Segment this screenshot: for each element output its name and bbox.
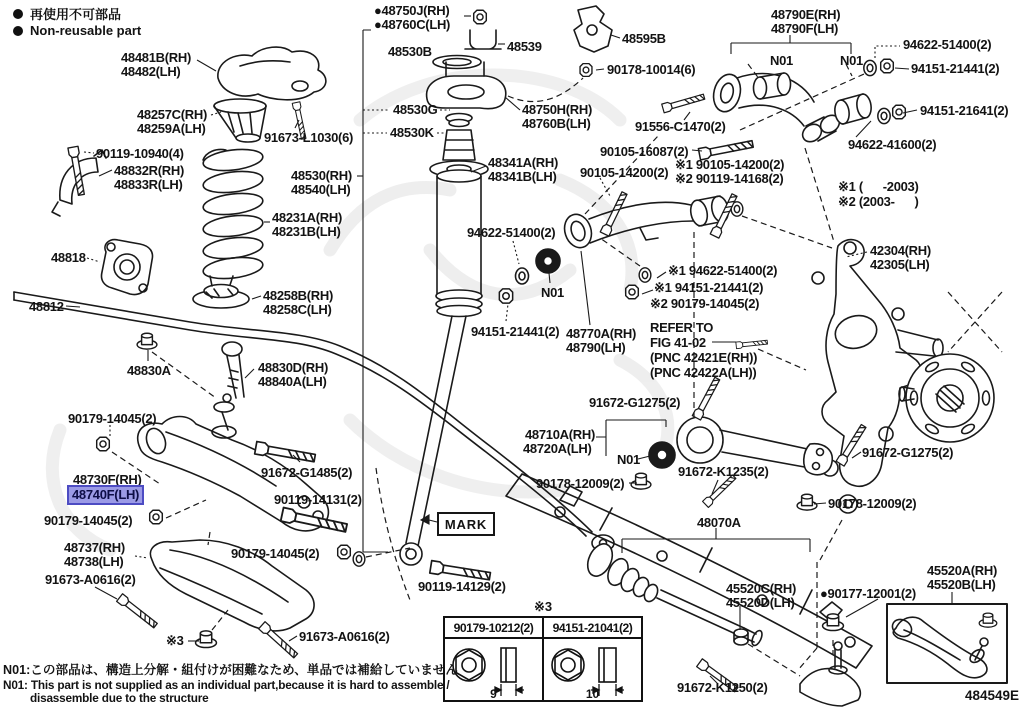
part-label-48830d-rh[interactable]: 48830D(RH) xyxy=(258,360,328,375)
part-label-48730f-rh[interactable]: 48730F(RH) xyxy=(73,472,142,487)
spring-seat-drawing xyxy=(193,276,249,308)
part-label-48790f-lh[interactable]: 48790F(LH) xyxy=(771,21,839,36)
part-label-90179-14045-2[interactable]: 90179-14045(2) xyxy=(44,513,133,528)
part-label-90178-12009-2[interactable]: 90178-12009(2) xyxy=(536,476,625,491)
part-label-48833r-lh[interactable]: 48833R(LH) xyxy=(114,177,183,192)
nut-table-ref: ※3 xyxy=(533,599,553,614)
part-label-pnc-42422a-lh[interactable]: (PNC 42422A(LH)) xyxy=(650,365,757,380)
part-label-48482-lh[interactable]: 48482(LH) xyxy=(121,64,181,79)
part-label-1-90105-14200-2[interactable]: ※1 90105-14200(2) xyxy=(675,157,785,172)
part-label-48595b[interactable]: 48595B xyxy=(622,31,666,46)
nut-table-part-1: 90179-10212(2) xyxy=(445,618,542,639)
part-label-90179-14045-2[interactable]: 90179-14045(2) xyxy=(231,546,320,561)
part-label-94151-21441-2[interactable]: 94151-21441(2) xyxy=(471,324,560,339)
part-label-1-2003[interactable]: ※1 ( -2003) xyxy=(838,179,919,194)
part-label-pnc-42421e-rh[interactable]: (PNC 42421E(RH)) xyxy=(650,350,758,365)
note-en-1: N01: This part is not supplied as an individual part,because it is hard to assemble / xyxy=(3,678,450,692)
part-label-94151-21641-2[interactable]: 94151-21641(2) xyxy=(920,103,1009,118)
part-label-48259a-lh[interactable]: 48259A(LH) xyxy=(137,121,206,136)
part-label-48530k[interactable]: 48530K xyxy=(390,125,434,140)
part-label-48738-lh[interactable]: 48738(LH) xyxy=(64,554,124,569)
part-label-1-94151-21441-2[interactable]: ※1 94151-21441(2) xyxy=(654,280,764,295)
legend-text-en: Non-reusable part xyxy=(30,23,142,38)
part-label-90177-12001-2[interactable]: ●90177-12001(2) xyxy=(820,586,916,601)
part-label-fig-41-02[interactable]: FIG 41-02 xyxy=(650,335,706,350)
part-label-42305-lh[interactable]: 42305(LH) xyxy=(870,257,930,272)
part-label-91672-k1235-2[interactable]: 91672-K1235(2) xyxy=(678,464,769,479)
part-label-48720a-lh[interactable]: 48720A(LH) xyxy=(523,441,592,456)
part-label-2-2003[interactable]: ※2 (2003- ) xyxy=(838,194,919,209)
part-label-48840a-lh[interactable]: 48840A(LH) xyxy=(258,374,327,389)
part-label-90105-16087-2[interactable]: 90105-16087(2) xyxy=(600,144,689,159)
part-label-48530g[interactable]: 48530G xyxy=(393,102,438,117)
bracket-48595B-drawing xyxy=(574,6,612,52)
part-label-48750j-rh[interactable]: ●48750J(RH) xyxy=(374,3,450,18)
mark-callout xyxy=(437,512,495,536)
part-label-94622-51400-2[interactable]: 94622-51400(2) xyxy=(467,225,556,240)
upper-arm-front-drawing xyxy=(710,71,873,145)
part-label-n01[interactable]: N01 xyxy=(541,285,564,300)
part-label-48812[interactable]: 48812 xyxy=(29,299,64,314)
part-label-91673-l1030-6[interactable]: 91673-L1030(6) xyxy=(264,130,354,145)
part-label-91672-g1275-2[interactable]: 91672-G1275(2) xyxy=(862,445,954,460)
part-label-48539[interactable]: 48539 xyxy=(507,39,542,54)
part-label-48818[interactable]: 48818 xyxy=(51,250,86,265)
part-label-1-94622-51400-2[interactable]: ※1 94622-51400(2) xyxy=(668,263,778,278)
part-label-45520b-lh[interactable]: 45520B(LH) xyxy=(927,577,996,592)
nut-table-cell-1 xyxy=(445,618,542,700)
part-label-n01[interactable]: N01 xyxy=(840,53,863,68)
part-label-45520c-rh[interactable]: 45520C(RH) xyxy=(726,581,796,596)
nut-table-part-2: 94151-21041(2) xyxy=(544,618,641,639)
part-label-3[interactable]: ※3 xyxy=(166,633,184,648)
part-label-91672-k1250-2[interactable]: 91672-K1250(2) xyxy=(677,680,768,695)
part-label-90119-14129-2[interactable]: 90119-14129(2) xyxy=(418,579,506,594)
part-label-45520a-rh[interactable]: 45520A(RH) xyxy=(927,563,997,578)
part-label-48481b-rh[interactable]: 48481B(RH) xyxy=(121,50,191,65)
part-label-48231b-lh[interactable]: 48231B(LH) xyxy=(272,224,341,239)
part-label-48790e-rh[interactable]: 48790E(RH) xyxy=(771,7,841,22)
part-label-n01[interactable]: N01 xyxy=(770,53,793,68)
coil-spring-drawing xyxy=(202,146,264,281)
part-label-n01[interactable]: N01 xyxy=(617,452,640,467)
part-label-48710a-rh[interactable]: 48710A(RH) xyxy=(525,427,595,442)
part-label-94151-21441-2[interactable]: 94151-21441(2) xyxy=(911,61,1000,76)
nonreusable-dot-icon xyxy=(13,9,23,19)
part-label-48258b-rh[interactable]: 48258B(RH) xyxy=(263,288,333,303)
footer-notes xyxy=(3,661,458,704)
part-label-90105-14200-2[interactable]: 90105-14200(2) xyxy=(580,165,669,180)
part-label-94622-51400-2[interactable]: 94622-51400(2) xyxy=(903,37,992,52)
part-label-2-90119-14168-2[interactable]: ※2 90119-14168(2) xyxy=(675,171,784,186)
part-label-90119-10940-4[interactable]: 90119-10940(4) xyxy=(96,146,184,161)
nut-dim-1: 9 xyxy=(490,687,497,701)
part-label-refer-to[interactable]: REFER TO xyxy=(650,320,714,335)
part-label-48258c-lh[interactable]: 48258C(LH) xyxy=(263,302,332,317)
part-label-42304-rh[interactable]: 42304(RH) xyxy=(870,243,931,258)
mark-label: MARK xyxy=(444,516,488,532)
nut-table-cell-2 xyxy=(542,618,641,700)
legend-text-jp: 再使用不可部品 xyxy=(30,7,122,22)
part-label-2-90179-14045-2[interactable]: ※2 90179-14045(2) xyxy=(650,296,760,311)
part-label-48737-rh[interactable]: 48737(RH) xyxy=(64,540,125,555)
part-label-48257c-rh[interactable]: 48257C(RH) xyxy=(137,107,207,122)
part-label-90119-14131-2[interactable]: 90119-14131(2) xyxy=(274,492,362,507)
part-label-48540-lh[interactable]: 48540(LH) xyxy=(291,182,351,197)
nut-size-table xyxy=(443,599,643,702)
part-label-48341a-rh[interactable]: 48341A(RH) xyxy=(488,155,558,170)
part-label-48830a[interactable]: 48830A xyxy=(127,363,171,378)
stabilizer-bushing-drawing xyxy=(101,240,152,295)
stabilizer-link-drawing xyxy=(214,342,244,430)
part-label-91556-c1470-2[interactable]: 91556-C1470(2) xyxy=(635,119,726,134)
part-label-94622-41600-2[interactable]: 94622-41600(2) xyxy=(848,137,937,152)
note-en-2: disassemble due to the structure xyxy=(30,690,209,705)
part-label-91673-a0616-2[interactable]: 91673-A0616(2) xyxy=(299,629,390,644)
part-label-91672-g1485-2[interactable]: 91672-G1485(2) xyxy=(261,465,353,480)
part-label-48070a[interactable]: 48070A xyxy=(697,515,741,530)
note-jp: N01:この部品は、構造上分解・組付けが困難なため、単品では補給していません xyxy=(3,663,458,677)
support-drawing xyxy=(218,47,326,100)
legend-row-jp xyxy=(13,5,141,22)
part-label-91672-g1275-2[interactable]: 91672-G1275(2) xyxy=(589,395,681,410)
part-label-48760c-lh[interactable]: ●48760C(LH) xyxy=(374,17,451,32)
nonreusable-dot-icon xyxy=(13,26,23,36)
diagram-id: 484549E xyxy=(965,688,1020,703)
part-label-48832r-rh[interactable]: 48832R(RH) xyxy=(114,163,184,178)
part-label-48790-lh[interactable]: 48790(LH) xyxy=(566,340,626,355)
part-label-90179-14045-2[interactable]: 90179-14045(2) xyxy=(68,411,157,426)
part-label-91673-a0616-2[interactable]: 91673-A0616(2) xyxy=(45,572,136,587)
part-label-90178-10014-6[interactable]: 90178-10014(6) xyxy=(607,62,696,77)
legend xyxy=(13,5,141,39)
part-label-48231a-rh[interactable]: 48231A(RH) xyxy=(272,210,342,225)
inset-box xyxy=(887,604,1007,683)
nut-dim-2: 10 xyxy=(585,687,600,701)
part-label-48530b[interactable]: 48530B xyxy=(388,44,432,59)
insulator-cone-drawing xyxy=(214,99,266,142)
part-label-48750h-rh[interactable]: 48750H(RH) xyxy=(522,102,592,117)
part-label-48770a-rh[interactable]: 48770A(RH) xyxy=(566,326,636,341)
part-label-90178-12009-2[interactable]: 90178-12009(2) xyxy=(828,496,917,511)
part-label-48530-rh[interactable]: 48530(RH) xyxy=(291,168,352,183)
part-label-45520d-lh[interactable]: 45520D(LH) xyxy=(726,595,795,610)
legend-row-en xyxy=(13,22,141,39)
part-label-48740f-lh[interactable]: 48740F(LH) xyxy=(69,487,142,503)
part-label-48760b-lh[interactable]: 48760B(LH) xyxy=(522,116,591,131)
part-label-48341b-lh[interactable]: 48341B(LH) xyxy=(488,169,557,184)
